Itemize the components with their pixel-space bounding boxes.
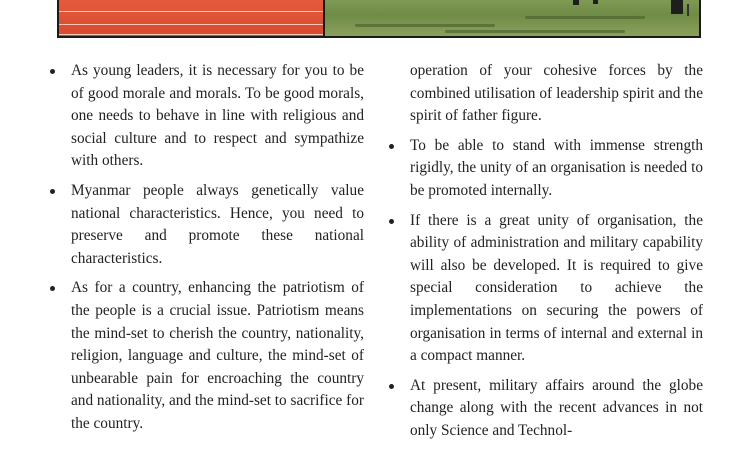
- bullet-item: Myanmar people always genetically value national characteristics. Hence, you need to preserve and promote these national characteristics.: [48, 180, 364, 270]
- bullet-item: At present, military affairs around the globe change along with the recent advances in not only Science and Technol-: [387, 375, 703, 443]
- bullet-item: As young leaders, it is necessary for you to be of good morale and morals. To be good morals, one needs to behave in line with religious and social culture and to respect and sympathize with others.: [48, 60, 364, 173]
- bullet-icon: [50, 69, 55, 74]
- bullet-item: As for a country, enhancing the patriotism of the people is a crucial issue. Patriotism means the mind-set to cherish the country, nationality, religion, language and culture, the mind-set of unbearable pain for encroaching the country and nationality, and the mind-set to sacrifice for the country.: [48, 277, 364, 435]
- header-photo-strip: [57, 0, 701, 38]
- bullet-icon: [389, 219, 394, 224]
- left-column: [48, 60, 364, 443]
- bullet-icon: [50, 189, 55, 194]
- bullet-icon: [50, 286, 55, 291]
- bullet-item: If there is a great unity of organisation, the ability of administration and military capability will also be developed. It is required to give special consideration to achieve the implementations on securing the powers of organisation in terms of internal and external in a compact manner.: [387, 210, 703, 368]
- running-track-photo: [59, 0, 325, 36]
- right-column: [387, 60, 703, 450]
- bullet-item: To be able to stand with immense strength rigidly, the unity of an organisation is needed to be promoted internally.: [387, 135, 703, 203]
- bullet-icon: [389, 144, 394, 149]
- bullet-icon: [389, 384, 394, 389]
- field-training-photo: [325, 0, 699, 36]
- continued-paragraph: operation of your cohesive forces by the combined utilisation of leadership spirit and the spirit of father figure.: [410, 62, 703, 125]
